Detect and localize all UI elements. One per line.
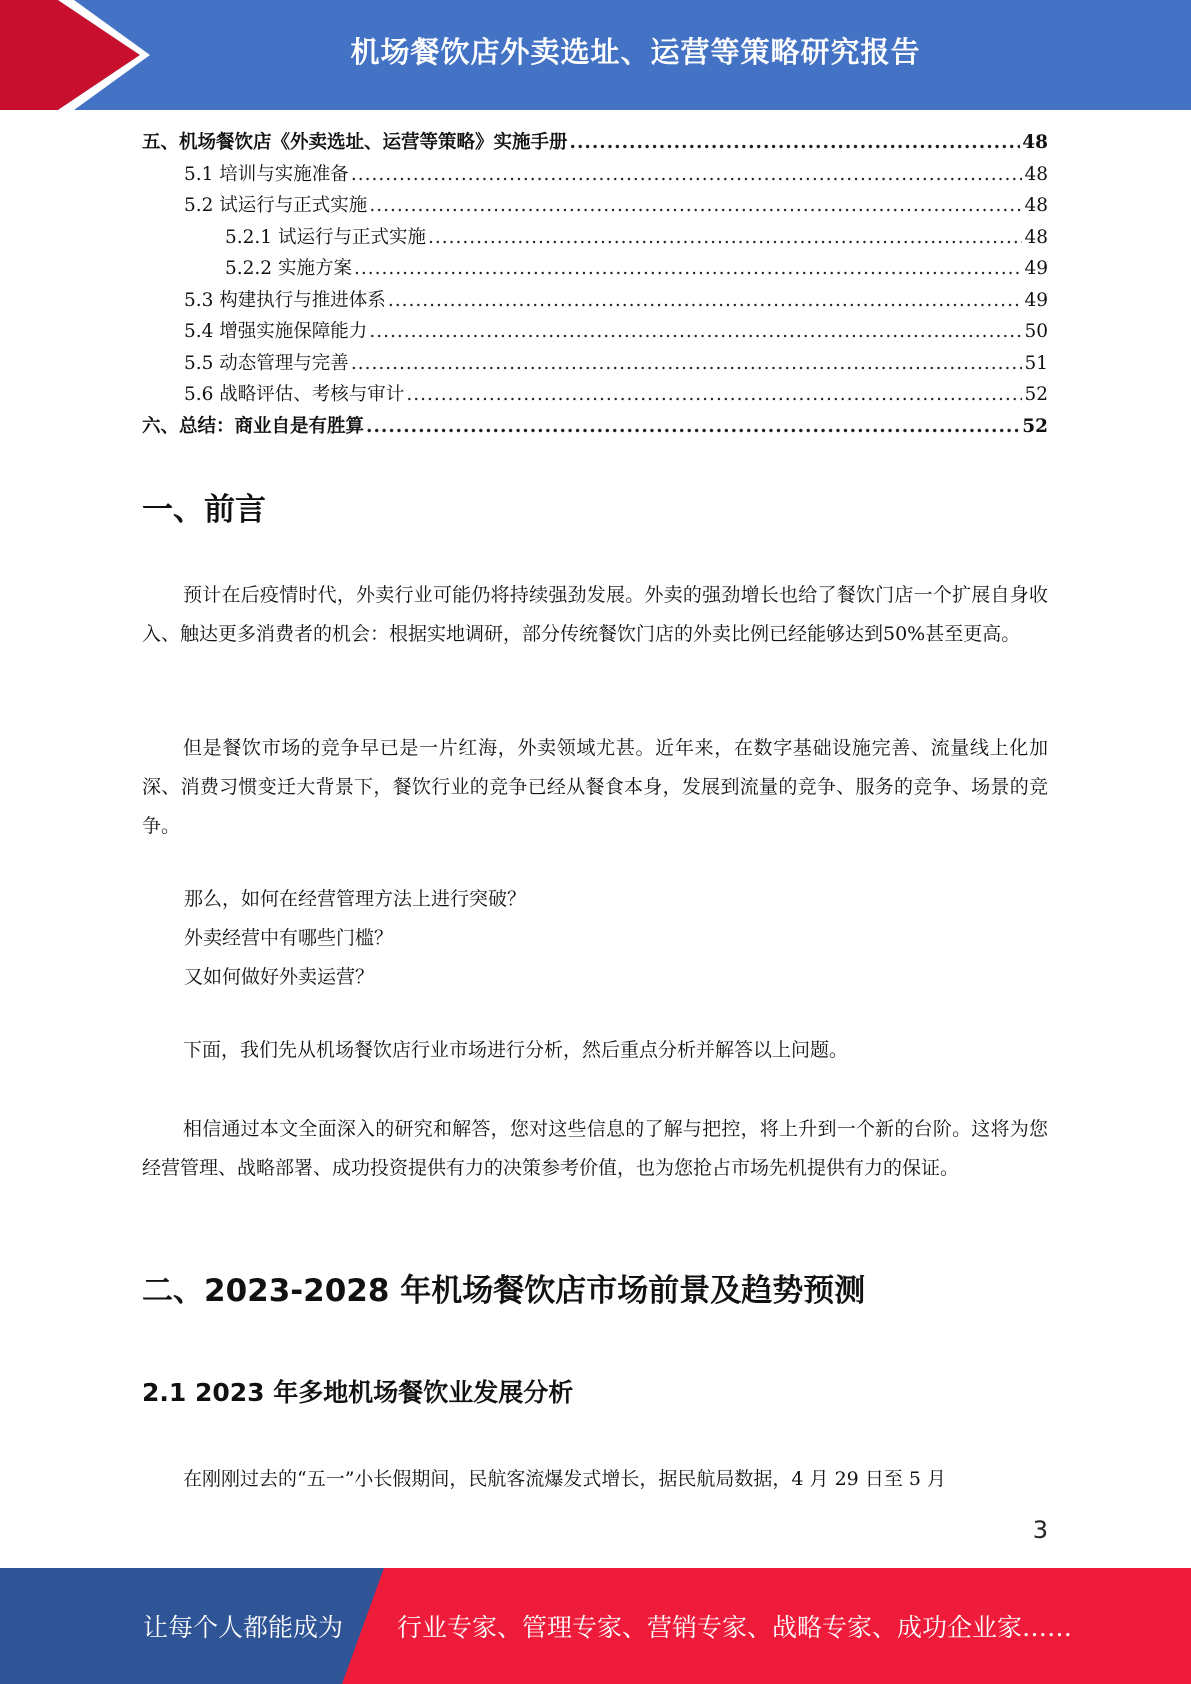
toc-entry[interactable] [142, 349, 1048, 381]
toc-entry[interactable] [142, 254, 1048, 286]
paragraph: 但是餐饮市场的竞争早已是一片红海，外卖领域尤甚。近年来，在数字基础设施完善、流量线上化加深、消费习惯变迁大背景下，餐饮行业的竞争已经从餐食本身，发展到流量的竞争、服务的竞争、场景的竞争。 [142, 737, 1048, 837]
toc-page-number: 52 [1024, 384, 1048, 405]
toc-leader-dots [369, 321, 1022, 342]
question-line: 外卖经营中有哪些门槛？ [184, 927, 394, 949]
toc-entry-title: 5.2 试运行与正式实施 [184, 195, 368, 216]
paragraph: 相信通过本文全面深入的研究和解答，您对这些信息的了解与把控，将上升到一个新的台阶。这将为您经营管理、战略部署、成功投资提供有力的决策参考价值，也为您抢占市场先机提供有力的保证。 [142, 1118, 1048, 1179]
toc-page-number: 51 [1024, 352, 1048, 374]
toc-entry[interactable] [142, 286, 1048, 318]
toc-page-number: 48 [1022, 132, 1048, 153]
toc-page-number: 48 [1024, 195, 1048, 216]
paragraph: 下面，我们先从机场餐饮店行业市场进行分析，然后重点分析并解答以上问题。 [183, 1039, 849, 1061]
toc-entry-title: 5.1 培训与实施准备 [184, 163, 349, 185]
toc-entry[interactable] [142, 160, 1048, 192]
header-band [0, 0, 1191, 110]
page-number: 3 [1032, 1516, 1048, 1544]
footer-slogan-right: 行业专家、管理专家、营销专家、战略专家、成功企业家…… [397, 1613, 1073, 1642]
toc-entry-title: 5.4 增强实施保障能力 [184, 321, 368, 342]
toc-entry[interactable] [142, 191, 1048, 223]
toc-entry[interactable] [142, 380, 1048, 412]
toc-leader-dots [570, 132, 1021, 153]
toc-entry-title: 5.3 构建执行与推进体系 [184, 289, 386, 311]
toc-leader-dots [366, 416, 1020, 437]
toc-leader-dots [406, 384, 1022, 405]
toc-entry-title: 5.6 战略评估、考核与审计 [184, 384, 405, 405]
toc-entry[interactable] [142, 317, 1048, 349]
toc-page-number: 49 [1024, 289, 1048, 311]
table-of-contents [142, 128, 1048, 443]
toc-entry[interactable] [142, 128, 1048, 160]
toc-page-number: 50 [1024, 321, 1048, 342]
toc-page-number: 49 [1024, 258, 1048, 279]
toc-leader-dots [428, 227, 1022, 248]
toc-entry-title: 六、总结：商业自是有胜算 [142, 415, 365, 437]
toc-page-number: 48 [1024, 163, 1048, 185]
section-heading-market-outlook: 二、2023-2028 年机场餐饮店市场前景及趋势预测 [142, 1273, 866, 1309]
paragraph: 在刚刚过去的“五一”小长假期间，民航客流爆发式增长，据民航局数据，4 月 29 日至 5 月 [183, 1468, 946, 1490]
subsection-heading: 2.1 2023 年多地机场餐饮业发展分析 [142, 1378, 574, 1407]
toc-entry-title: 5.2.2 实施方案 [225, 258, 352, 279]
toc-entry[interactable] [142, 223, 1048, 255]
toc-leader-dots [388, 290, 1023, 311]
toc-page-number: 52 [1022, 415, 1048, 437]
toc-entry[interactable] [142, 412, 1048, 444]
question-line: 又如何做好外卖运营？ [184, 966, 375, 988]
toc-leader-dots [351, 353, 1023, 374]
report-title: 机场餐饮店外卖选址、运营等策略研究报告 [350, 34, 921, 69]
toc-page-number: 48 [1024, 226, 1048, 248]
footer-slogan-left: 让每个人都能成为 [143, 1613, 344, 1642]
footer-band [0, 1568, 1191, 1684]
toc-entry-title: 5.5 动态管理与完善 [184, 352, 349, 374]
toc-leader-dots [369, 195, 1022, 216]
question-line: 那么，如何在经营管理方法上进行突破？ [184, 888, 527, 910]
toc-entry-title: 五、机场餐饮店《外卖选址、运营等策略》实施手册 [142, 132, 568, 153]
toc-leader-dots [354, 258, 1023, 279]
toc-leader-dots [351, 164, 1023, 185]
toc-entry-title: 5.2.1 试运行与正式实施 [225, 226, 426, 248]
paragraph: 预计在后疫情时代，外卖行业可能仍将持续强劲发展。外卖的强劲增长也给了餐饮门店一个扩展自身收入、触达更多消费者的机会：根据实地调研，部分传统餐饮门店的外卖比例已经能够达到50%甚至更高。 [142, 584, 1048, 645]
section-heading-preface: 一、前言 [142, 492, 266, 528]
